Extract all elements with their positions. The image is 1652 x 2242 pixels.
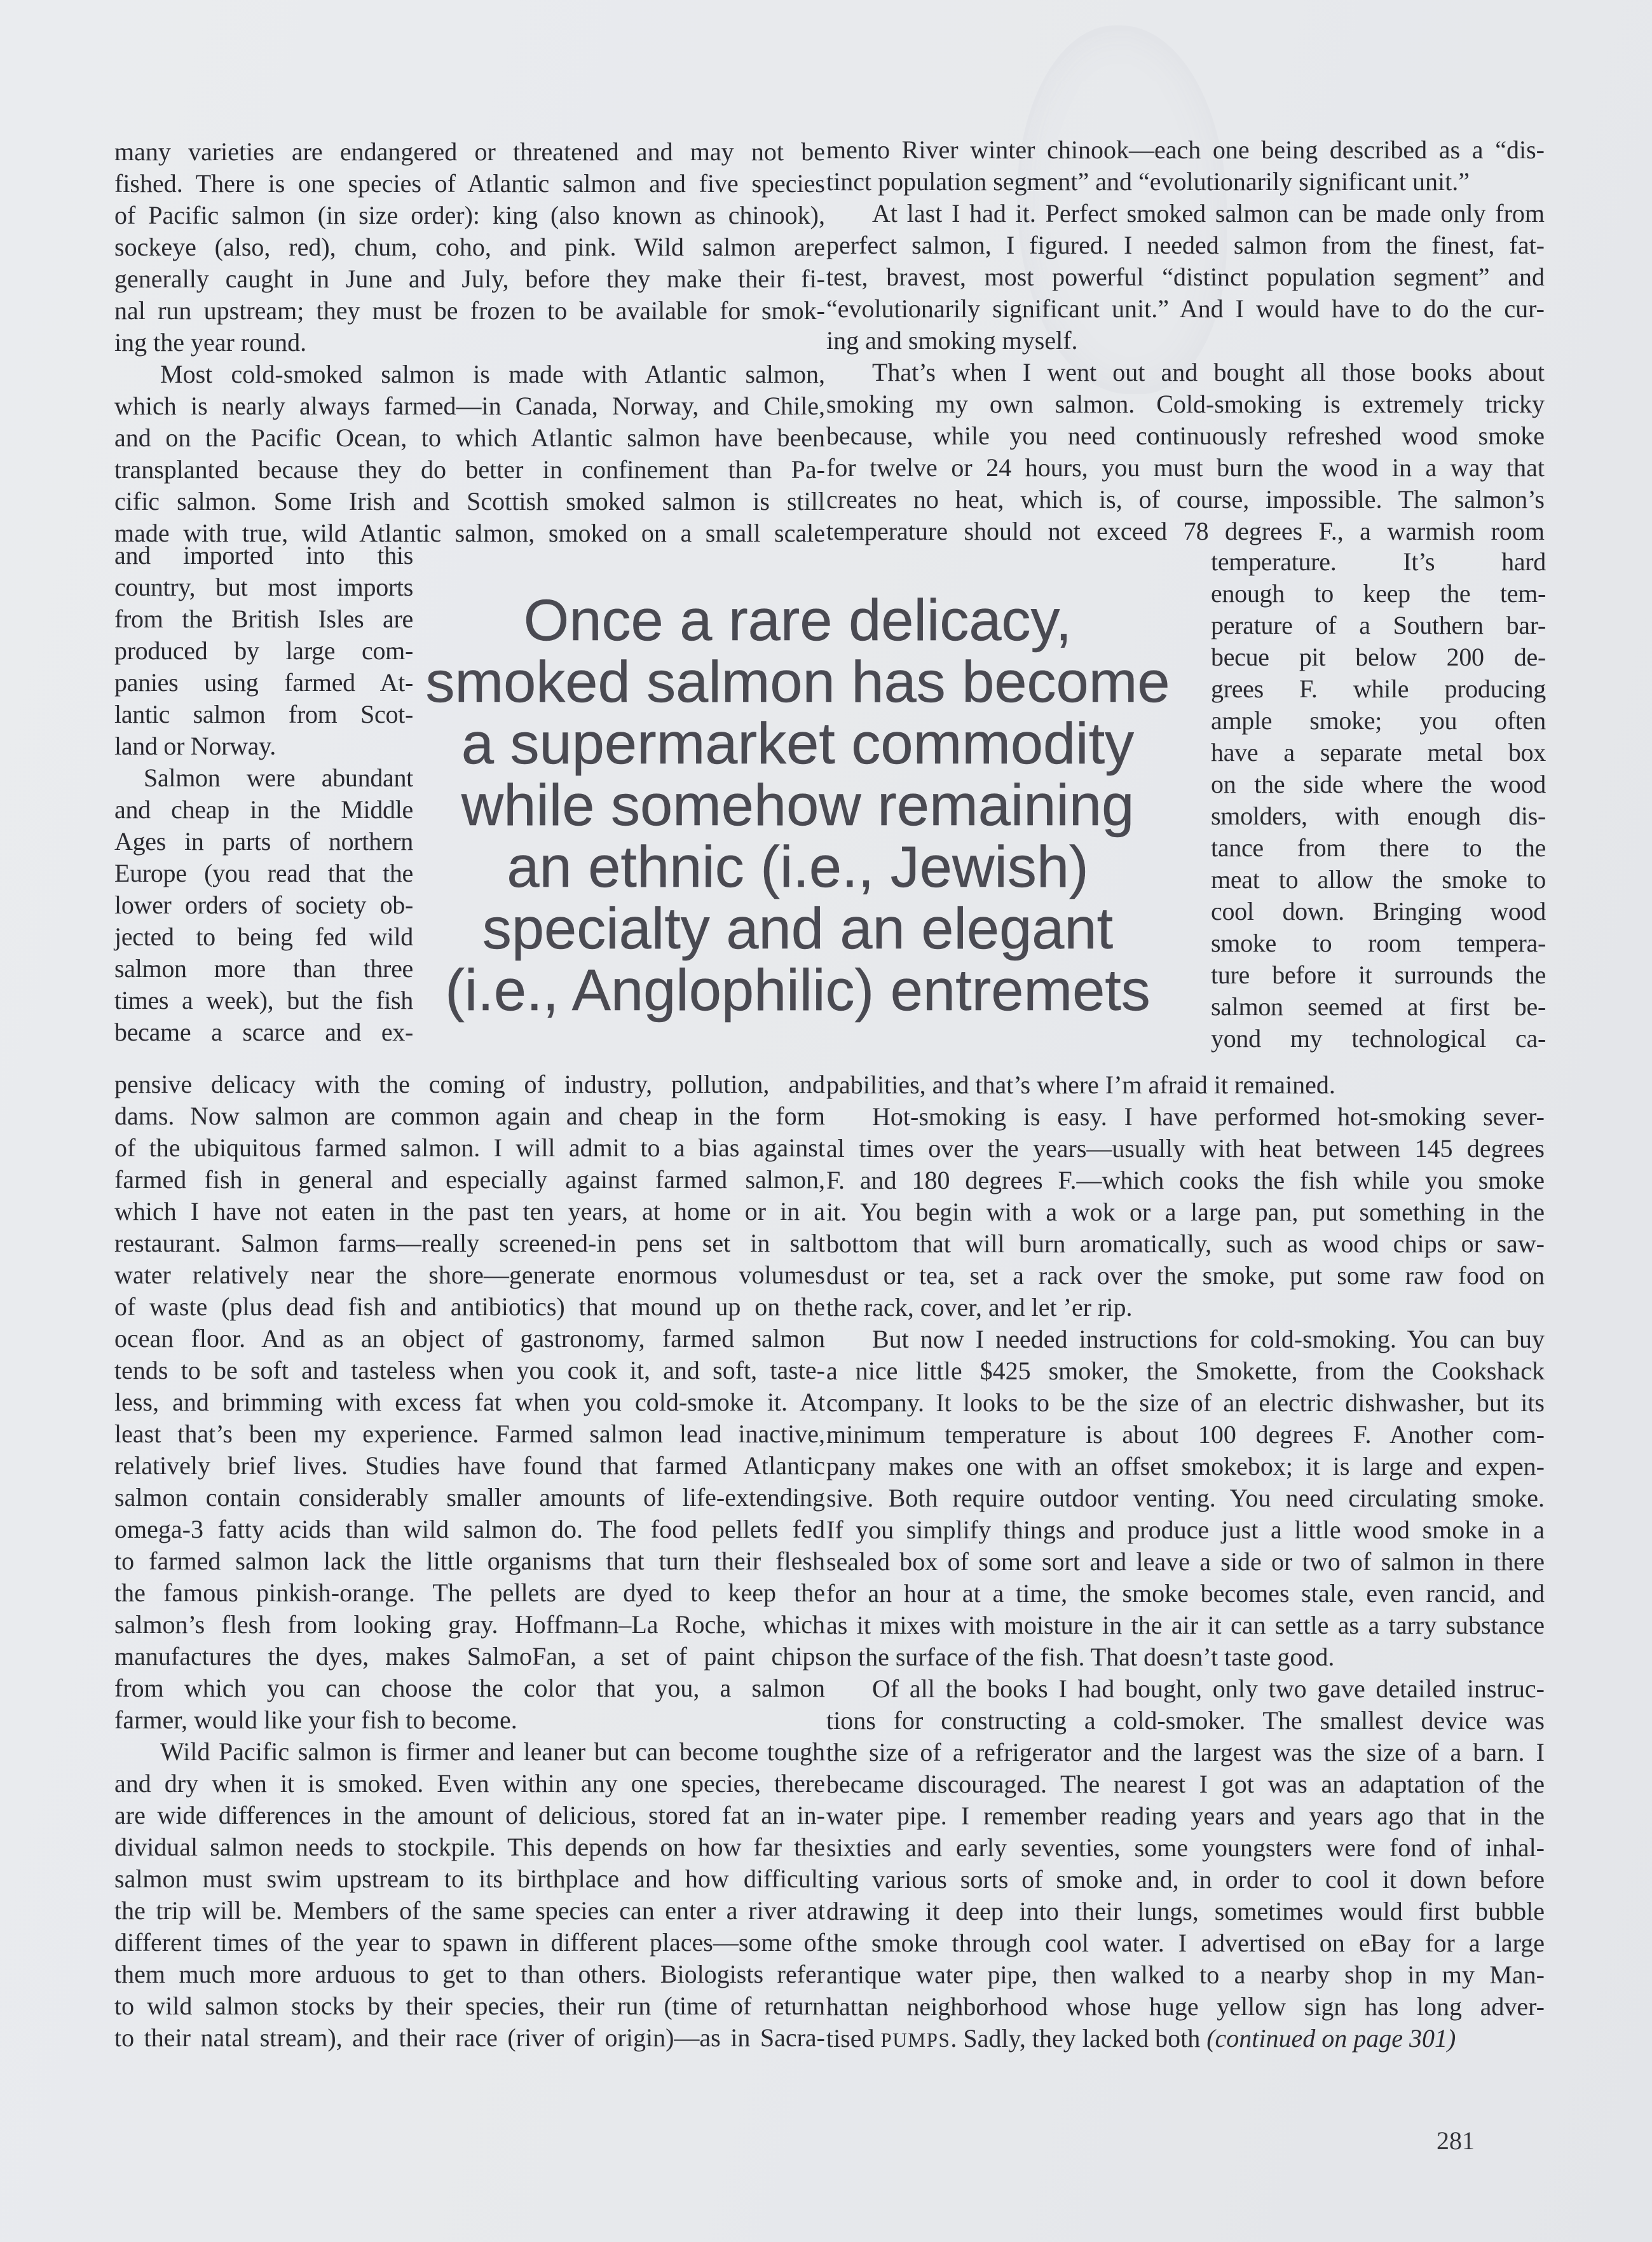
text-line: to farmed salmon lack the little organisms that turn their flesh <box>114 1547 825 1575</box>
text-segment: PUMPS <box>880 2029 951 2051</box>
text-line: the smoke through cool water. I advertised on eBay for a large <box>826 1929 1545 1957</box>
left-column-narrow-text <box>114 540 413 1048</box>
page-number: 281 <box>1437 2126 1475 2155</box>
text-line: jected to being fed wild <box>114 922 413 951</box>
text-line: which is nearly always farmed—in Canada, Norway, and Chile, <box>114 392 825 420</box>
text-line: Most cold-smoked salmon is made with Atlantic salmon, <box>160 360 825 388</box>
text-line: and dry when it is smoked. Even within any one species, there <box>114 1769 825 1798</box>
text-line: from the British Isles are <box>114 605 413 633</box>
text-line: panies using farmed At- <box>114 668 413 697</box>
text-line: ing various sorts of smoke and, in order to cool it down before <box>826 1865 1545 1894</box>
text-line: pabilities, and that’s where I’m afraid it remained. <box>826 1070 1335 1099</box>
text-line: (i.e., Anglophilic) entremets <box>445 958 1150 1023</box>
text-line: sockeye (also, red), chum, coho, and pink. Wild salmon are <box>114 233 825 261</box>
text-line: specialty and an elegant <box>482 896 1114 961</box>
text-line: “evolutionarily significant unit.” And I would have to do the cur- <box>826 294 1545 323</box>
text-line: ture before it surrounds the <box>1211 960 1546 989</box>
text-line: of Pacific salmon (in size order): king (also known as chinook), <box>114 201 825 229</box>
text-line: salmon seemed at first be- <box>1211 992 1546 1021</box>
text-line: country, but most imports <box>114 573 413 601</box>
pull-quote <box>400 590 1195 1022</box>
text-line: Salmon were abundant <box>144 763 413 792</box>
text-line: the trip will be. Members of the same species can enter a river at <box>114 1896 825 1925</box>
text-line: At last I had it. Perfect smoked salmon can be made only from <box>872 199 1545 228</box>
text-line: while somehow remaining <box>461 773 1135 838</box>
text-line: became a scarce and ex- <box>114 1018 413 1046</box>
text-line: on the side where the wood <box>1211 770 1546 798</box>
text-line: pany makes one with an offset smokebox; it is large and expen- <box>826 1452 1545 1480</box>
text-line: have a separate metal box <box>1211 738 1546 767</box>
text-line: Wild Pacific salmon is firmer and leaner but can become tough <box>160 1737 825 1766</box>
text-segment: tised <box>826 2024 881 2053</box>
text-line: and imported into this <box>114 541 413 570</box>
text-line: company. It looks to be the size of an electric dishwasher, but its <box>826 1388 1545 1417</box>
text-line: produced by large com- <box>114 636 413 665</box>
text-line: many varieties are endangered or threatened and may not be <box>114 137 825 166</box>
text-line: drawing it deep into their lungs, sometimes would first bubble <box>826 1897 1545 1925</box>
text-line: smolders, with enough dis- <box>1211 802 1546 830</box>
text-line: an ethnic (i.e., Jewish) <box>507 835 1089 899</box>
text-line: lantic salmon from Scot- <box>114 700 413 728</box>
text-line: smoked salmon has become <box>425 650 1170 714</box>
text-line: farmed fish in general and especially against farmed salmon, <box>114 1165 825 1194</box>
text-line: creates no heat, which is, of course, impossible. The salmon’s <box>826 485 1545 514</box>
text-line: ocean floor. And as an object of gastronomy, farmed salmon <box>114 1324 825 1353</box>
text-line: are wide differences in the amount of delicious, stored fat an in- <box>114 1801 825 1829</box>
text-line: antique water pipe, then walked to a nearby shop in my Man- <box>826 1960 1545 1989</box>
text-line: the famous pinkish-orange. The pellets are dyed to keep the <box>114 1578 825 1607</box>
left-column-bottom-text <box>114 1069 825 2054</box>
text-line: tance from there to the <box>1211 833 1546 862</box>
text-line: fished. There is one species of Atlantic salmon and five species <box>114 169 825 198</box>
text-line: the rack, cover, and let ’er rip. <box>826 1293 1133 1322</box>
text-line: Europe (you read that the <box>114 859 413 887</box>
text-line: for twelve or 24 hours, you must burn the wood in a way that <box>826 453 1545 482</box>
text-line: for an hour at a time, the smoke becomes stale, even rancid, and <box>826 1579 1545 1608</box>
right-column-bottom-text <box>826 1069 1545 2056</box>
text-line: pensive delicacy with the coming of industry, pollution, and <box>114 1070 825 1098</box>
text-line: generally caught in June and July, before they make their fi- <box>114 264 825 293</box>
text-line: them much more arduous to get to than others. Biologists refer <box>114 1960 825 1988</box>
text-line: tends to be soft and tasteless when you cook it, and soft, taste- <box>114 1356 825 1384</box>
text-line: dams. Now salmon are common again and cheap in the form <box>114 1102 825 1130</box>
text-line: cific salmon. Some Irish and Scottish smoked salmon is still <box>114 487 825 516</box>
text-line: ing and smoking myself. <box>826 326 1078 355</box>
text-line: farmer, would like your fish to become. <box>114 1705 517 1734</box>
text-line: of the ubiquitous farmed salmon. I will admit to a bias against <box>114 1133 825 1162</box>
text-line: made with true, wild Atlantic salmon, smoked on a small scale <box>114 519 825 547</box>
text-line: least that’s been my experience. Farmed salmon lead inactive, <box>114 1419 825 1448</box>
left-column-top-text <box>114 136 825 549</box>
text-line: different times of the year to spawn in different places—some of <box>114 1928 825 1957</box>
text-line: meat to allow the smoke to <box>1211 865 1546 894</box>
text-line: water pipe. I remember reading years and years ago that in the <box>826 1801 1545 1830</box>
text-line: Of all the books I had bought, only two gave detailed instruc- <box>872 1674 1545 1703</box>
text-line: Once a rare delicacy, <box>523 588 1072 653</box>
text-line: minimum temperature is about 100 degrees F. Another com- <box>826 1420 1545 1449</box>
text-line: the size of a refrigerator and the largest was the size of a barn. I <box>826 1738 1545 1767</box>
text-line: a nice little $425 smoker, the Smokette, from the Cookshack <box>826 1357 1545 1385</box>
text-line: enough to keep the tem- <box>1211 579 1546 608</box>
text-line: which I have not eaten in the past ten years, at home or in a <box>114 1197 825 1226</box>
text-line: test, bravest, most powerful “distinct population segment” and <box>826 263 1545 291</box>
text-line: temperature should not exceed 78 degrees F., a warmish room <box>826 517 1545 545</box>
text-line: perature of a Southern bar- <box>1211 611 1546 639</box>
right-column-narrow-text <box>1211 546 1546 1055</box>
text-line: salmon’s flesh from looking gray. Hoffmann–La Roche, which <box>114 1610 825 1639</box>
text-line: smoking my own salmon. Cold-smoking is extremely tricky <box>826 390 1545 418</box>
text-line: and cheap in the Middle <box>114 795 413 824</box>
continuation-note: (continued on page 301) <box>1206 2024 1456 2053</box>
text-line: hattan neighborhood whose huge yellow sign has long adver- <box>826 1992 1545 2021</box>
text-line: because, while you need continuously refreshed wood smoke <box>826 421 1545 450</box>
text-segment: . Sadly, they lacked both <box>950 2024 1207 2053</box>
text-line: as it mixes with moisture in the air it can settle as a tarry substance <box>826 1611 1545 1639</box>
text-line: sive. Both require outdoor venting. You need circulating smoke. <box>826 1484 1545 1512</box>
text-line: But now I needed instructions for cold-smoking. You can buy <box>872 1325 1545 1353</box>
text-line: mento River winter chinook—each one being described as a “dis- <box>826 135 1545 164</box>
text-line: tinct population segment” and “evolutionarily significant unit.” <box>826 167 1470 196</box>
text-line: Hot-smoking is easy. I have performed hot-smoking sever- <box>872 1102 1545 1131</box>
text-line: nal run upstream; they must be frozen to be available for smok- <box>114 296 825 325</box>
text-line: water relatively near the shore—generate enormous volumes <box>114 1261 825 1289</box>
text-line: ing the year round. <box>114 328 307 357</box>
text-line: smoke to room tempera- <box>1211 929 1546 957</box>
text-line: sealed box of some sort and leave a side or two of salmon in there <box>826 1547 1545 1576</box>
text-line: bottom that will burn aromatically, such as wood chips or saw- <box>826 1229 1545 1258</box>
text-line: salmon contain considerably smaller amounts of life-extending <box>114 1483 825 1512</box>
text-line: and on the Pacific Ocean, to which Atlantic salmon have been <box>114 423 825 452</box>
text-line: it. You begin with a wok or a large pan, put something in the <box>826 1198 1545 1226</box>
text-line: dividual salmon needs to stockpile. This depends on how far the <box>114 1833 825 1861</box>
text-line: omega-3 fatty acids than wild salmon do. The food pellets fed <box>114 1515 825 1543</box>
text-line: If you simplify things and produce just a little wood smoke in a <box>826 1515 1545 1544</box>
text-line: temperature. It’s hard <box>1211 547 1546 576</box>
text-line: became discouraged. The nearest I got was an adaptation of the <box>826 1770 1545 1798</box>
text-line: from which you can choose the color that you, a salmon <box>114 1674 825 1702</box>
text-line: of waste (plus dead fish and antibiotics) that mound up on the <box>114 1292 825 1321</box>
text-line: on the surface of the fish. That doesn’t taste good. <box>826 1643 1335 1671</box>
text-line: dust or tea, set a rack over the smoke, put some raw food on <box>826 1261 1545 1290</box>
text-line: manufactures the dyes, makes SalmoFan, a set of paint chips <box>114 1642 825 1671</box>
text-line: grees F. while producing <box>1211 674 1546 703</box>
text-line: tions for constructing a cold-smoker. The smallest device was <box>826 1706 1545 1735</box>
text-line: cool down. Bringing wood <box>1211 897 1546 926</box>
text-line <box>826 2023 1545 2056</box>
text-line: salmon more than three <box>114 954 413 983</box>
text-line: less, and brimming with excess fat when you cold-smoke it. At <box>114 1388 825 1416</box>
text-line: relatively brief lives. Studies have found that farmed Atlantic <box>114 1451 825 1480</box>
text-line: to wild salmon stocks by their species, their run (time of return <box>114 1992 825 2020</box>
text-line: a supermarket commodity <box>461 711 1135 776</box>
text-line: That’s when I went out and bought all those books about <box>872 358 1545 386</box>
text-line: restaurant. Salmon farms—really screened-in pens set in salt <box>114 1229 825 1257</box>
text-line: al times over the years—usually with heat between 145 degrees <box>826 1134 1545 1163</box>
text-line: Ages in parts of northern <box>114 827 413 856</box>
text-line: becue pit below 200 de- <box>1211 643 1546 671</box>
right-column-top-text <box>826 134 1545 547</box>
text-line: lower orders of society ob- <box>114 891 413 919</box>
text-line: to their natal stream), and their race (river of origin)—as in Sacra- <box>114 2023 825 2052</box>
text-line: sixties and early seventies, some youngsters were fond of inhal- <box>826 1833 1545 1862</box>
text-line: times a week), but the fish <box>114 986 413 1015</box>
text-line: transplanted because they do better in confinement than Pa- <box>114 455 825 484</box>
text-line: ample smoke; you often <box>1211 706 1546 735</box>
text-line: yond my technological ca- <box>1211 1024 1546 1053</box>
text-line: land or Norway. <box>114 732 276 760</box>
text-line: salmon must swim upstream to its birthplace and how difficult <box>114 1864 825 1893</box>
text-line: perfect salmon, I figured. I needed salmon from the finest, fat- <box>826 231 1545 259</box>
text-line: F. and 180 degrees F.—which cooks the fish while you smoke <box>826 1166 1545 1194</box>
